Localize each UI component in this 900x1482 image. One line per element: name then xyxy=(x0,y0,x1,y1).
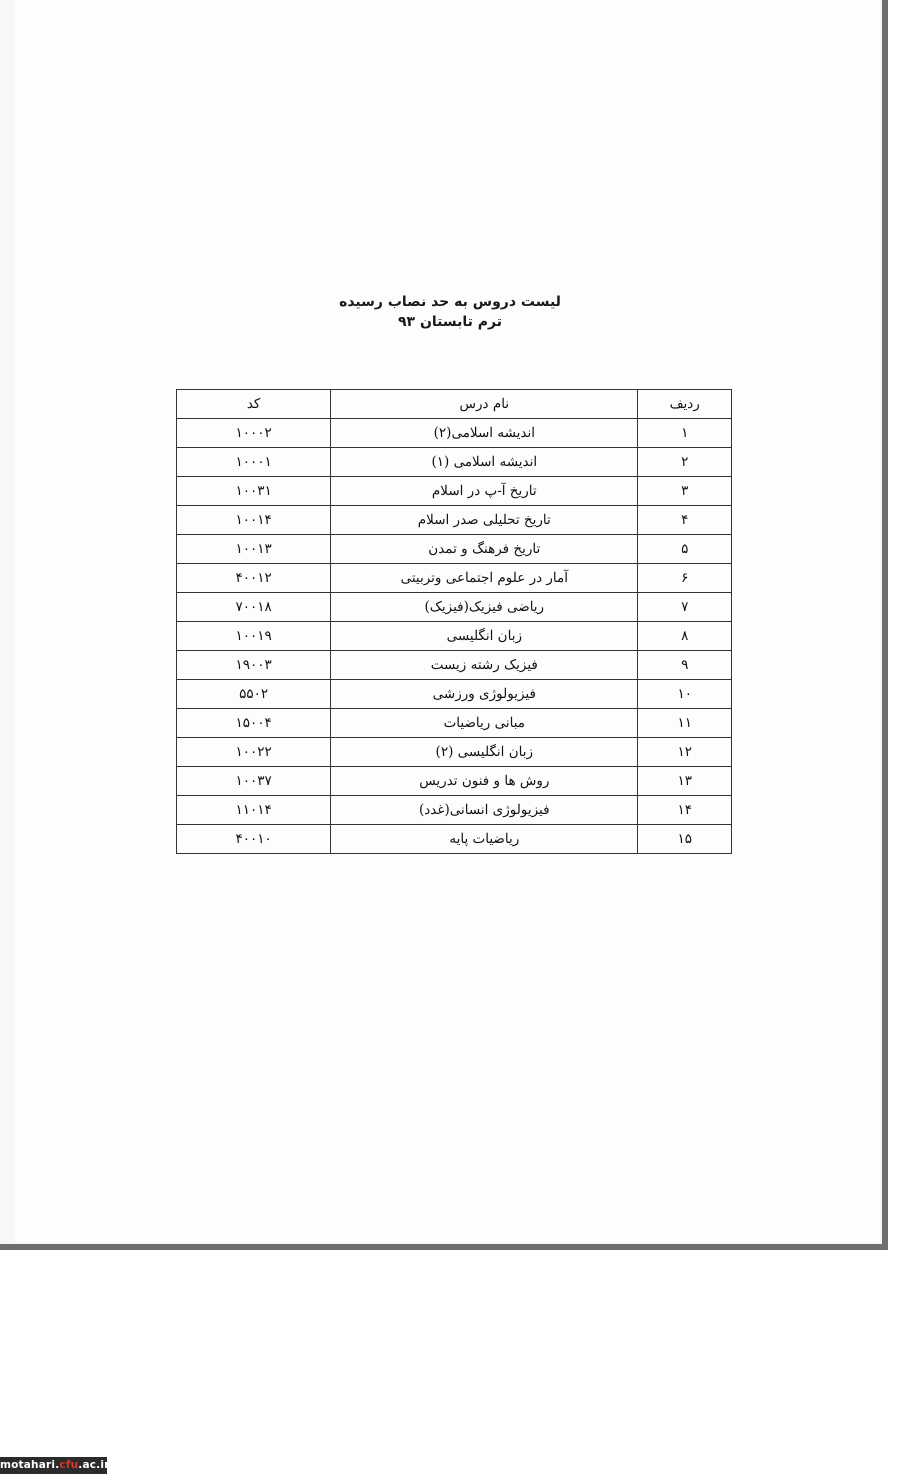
cell-row-number: ۹ xyxy=(638,651,732,680)
cell-course-name: تاریخ فرهنگ و تمدن xyxy=(331,535,638,564)
site-suffix: .ac.ir xyxy=(78,1459,110,1471)
site-accent: cfu xyxy=(59,1459,79,1471)
header-course-name: نام درس xyxy=(331,390,638,419)
cell-row-number: ۱۴ xyxy=(638,796,732,825)
cell-row-number: ۱۵ xyxy=(638,825,732,854)
table-row xyxy=(177,477,732,506)
table-row xyxy=(177,535,732,564)
table-row xyxy=(177,709,732,738)
table-row xyxy=(177,738,732,767)
cell-row-number: ۱۰ xyxy=(638,680,732,709)
cell-course-code: ۱۱۰۱۴ xyxy=(177,796,331,825)
cell-course-code: ۷۰۰۱۸ xyxy=(177,593,331,622)
cell-course-name: اندیشه اسلامی(۲) xyxy=(331,419,638,448)
cell-row-number: ۷ xyxy=(638,593,732,622)
cell-course-code: ۱۵۰۰۴ xyxy=(177,709,331,738)
cell-course-code: ۱۰۰۱۳ xyxy=(177,535,331,564)
table-row xyxy=(177,506,732,535)
cell-course-name: روش ها و فنون تدریس xyxy=(331,767,638,796)
document-title: لیست دروس به حد نصاب رسیده xyxy=(339,294,561,310)
site-watermark xyxy=(0,1457,110,1474)
cell-course-name: زبان انگلیسی (۲) xyxy=(331,738,638,767)
cell-course-code: ۵۵۰۲ xyxy=(177,680,331,709)
table-row xyxy=(177,419,732,448)
cell-course-code: ۱۹۰۰۳ xyxy=(177,651,331,680)
cell-course-name: فیزیولوژی ورزشی xyxy=(331,680,638,709)
cell-row-number: ۸ xyxy=(638,622,732,651)
cell-course-name: ریاضیات پایه xyxy=(331,825,638,854)
cell-course-code: ۱۰۰۱۹ xyxy=(177,622,331,651)
table-row xyxy=(177,593,732,622)
table-row xyxy=(177,622,732,651)
cell-course-code: ۱۰۰۰۲ xyxy=(177,419,331,448)
cell-course-name: آمار در علوم اجتماعی وتربیتی xyxy=(331,564,638,593)
table-row xyxy=(177,825,732,854)
cell-row-number: ۱۱ xyxy=(638,709,732,738)
cell-course-name: مبانی ریاضیات xyxy=(331,709,638,738)
cell-course-name: ریاضی فیزیک(فیزیک) xyxy=(331,593,638,622)
cell-row-number: ۱۲ xyxy=(638,738,732,767)
cell-row-number: ۳ xyxy=(638,477,732,506)
cell-course-code: ۱۰۰۲۲ xyxy=(177,738,331,767)
courses-table xyxy=(176,389,732,854)
header-course-code: کد xyxy=(177,390,331,419)
cell-course-name: فیزیک رشته زیست xyxy=(331,651,638,680)
cell-course-code: ۴۰۰۱۰ xyxy=(177,825,331,854)
table-row xyxy=(177,796,732,825)
cell-row-number: ۵ xyxy=(638,535,732,564)
cell-course-code: ۱۰۰۳۷ xyxy=(177,767,331,796)
cell-course-name: فیزیولوژی انسانی(غدد) xyxy=(331,796,638,825)
table-row xyxy=(177,448,732,477)
cell-course-code: ۱۰۰۱۴ xyxy=(177,506,331,535)
table-header-row xyxy=(177,390,732,419)
cell-row-number: ۴ xyxy=(638,506,732,535)
cell-row-number: ۱ xyxy=(638,419,732,448)
cell-course-code: ۴۰۰۱۲ xyxy=(177,564,331,593)
table-row xyxy=(177,680,732,709)
table-body xyxy=(177,419,732,854)
cell-course-code: ۱۰۰۳۱ xyxy=(177,477,331,506)
table-row xyxy=(177,767,732,796)
cell-course-name: زبان انگلیسی xyxy=(331,622,638,651)
table-row xyxy=(177,651,732,680)
cell-row-number: ۱۳ xyxy=(638,767,732,796)
document-subtitle: ترم تابستان ۹۳ xyxy=(397,314,502,330)
header-row-number: ردیف xyxy=(638,390,732,419)
cell-course-name: تاریخ تحلیلی صدر اسلام xyxy=(331,506,638,535)
table-row xyxy=(177,564,732,593)
cell-course-name: اندیشه اسلامی (۱) xyxy=(331,448,638,477)
cell-course-code: ۱۰۰۰۱ xyxy=(177,448,331,477)
cell-row-number: ۶ xyxy=(638,564,732,593)
cell-course-name: تاریخ آ-پ در اسلام xyxy=(331,477,638,506)
site-prefix: motahari. xyxy=(0,1459,60,1471)
cell-row-number: ۲ xyxy=(638,448,732,477)
